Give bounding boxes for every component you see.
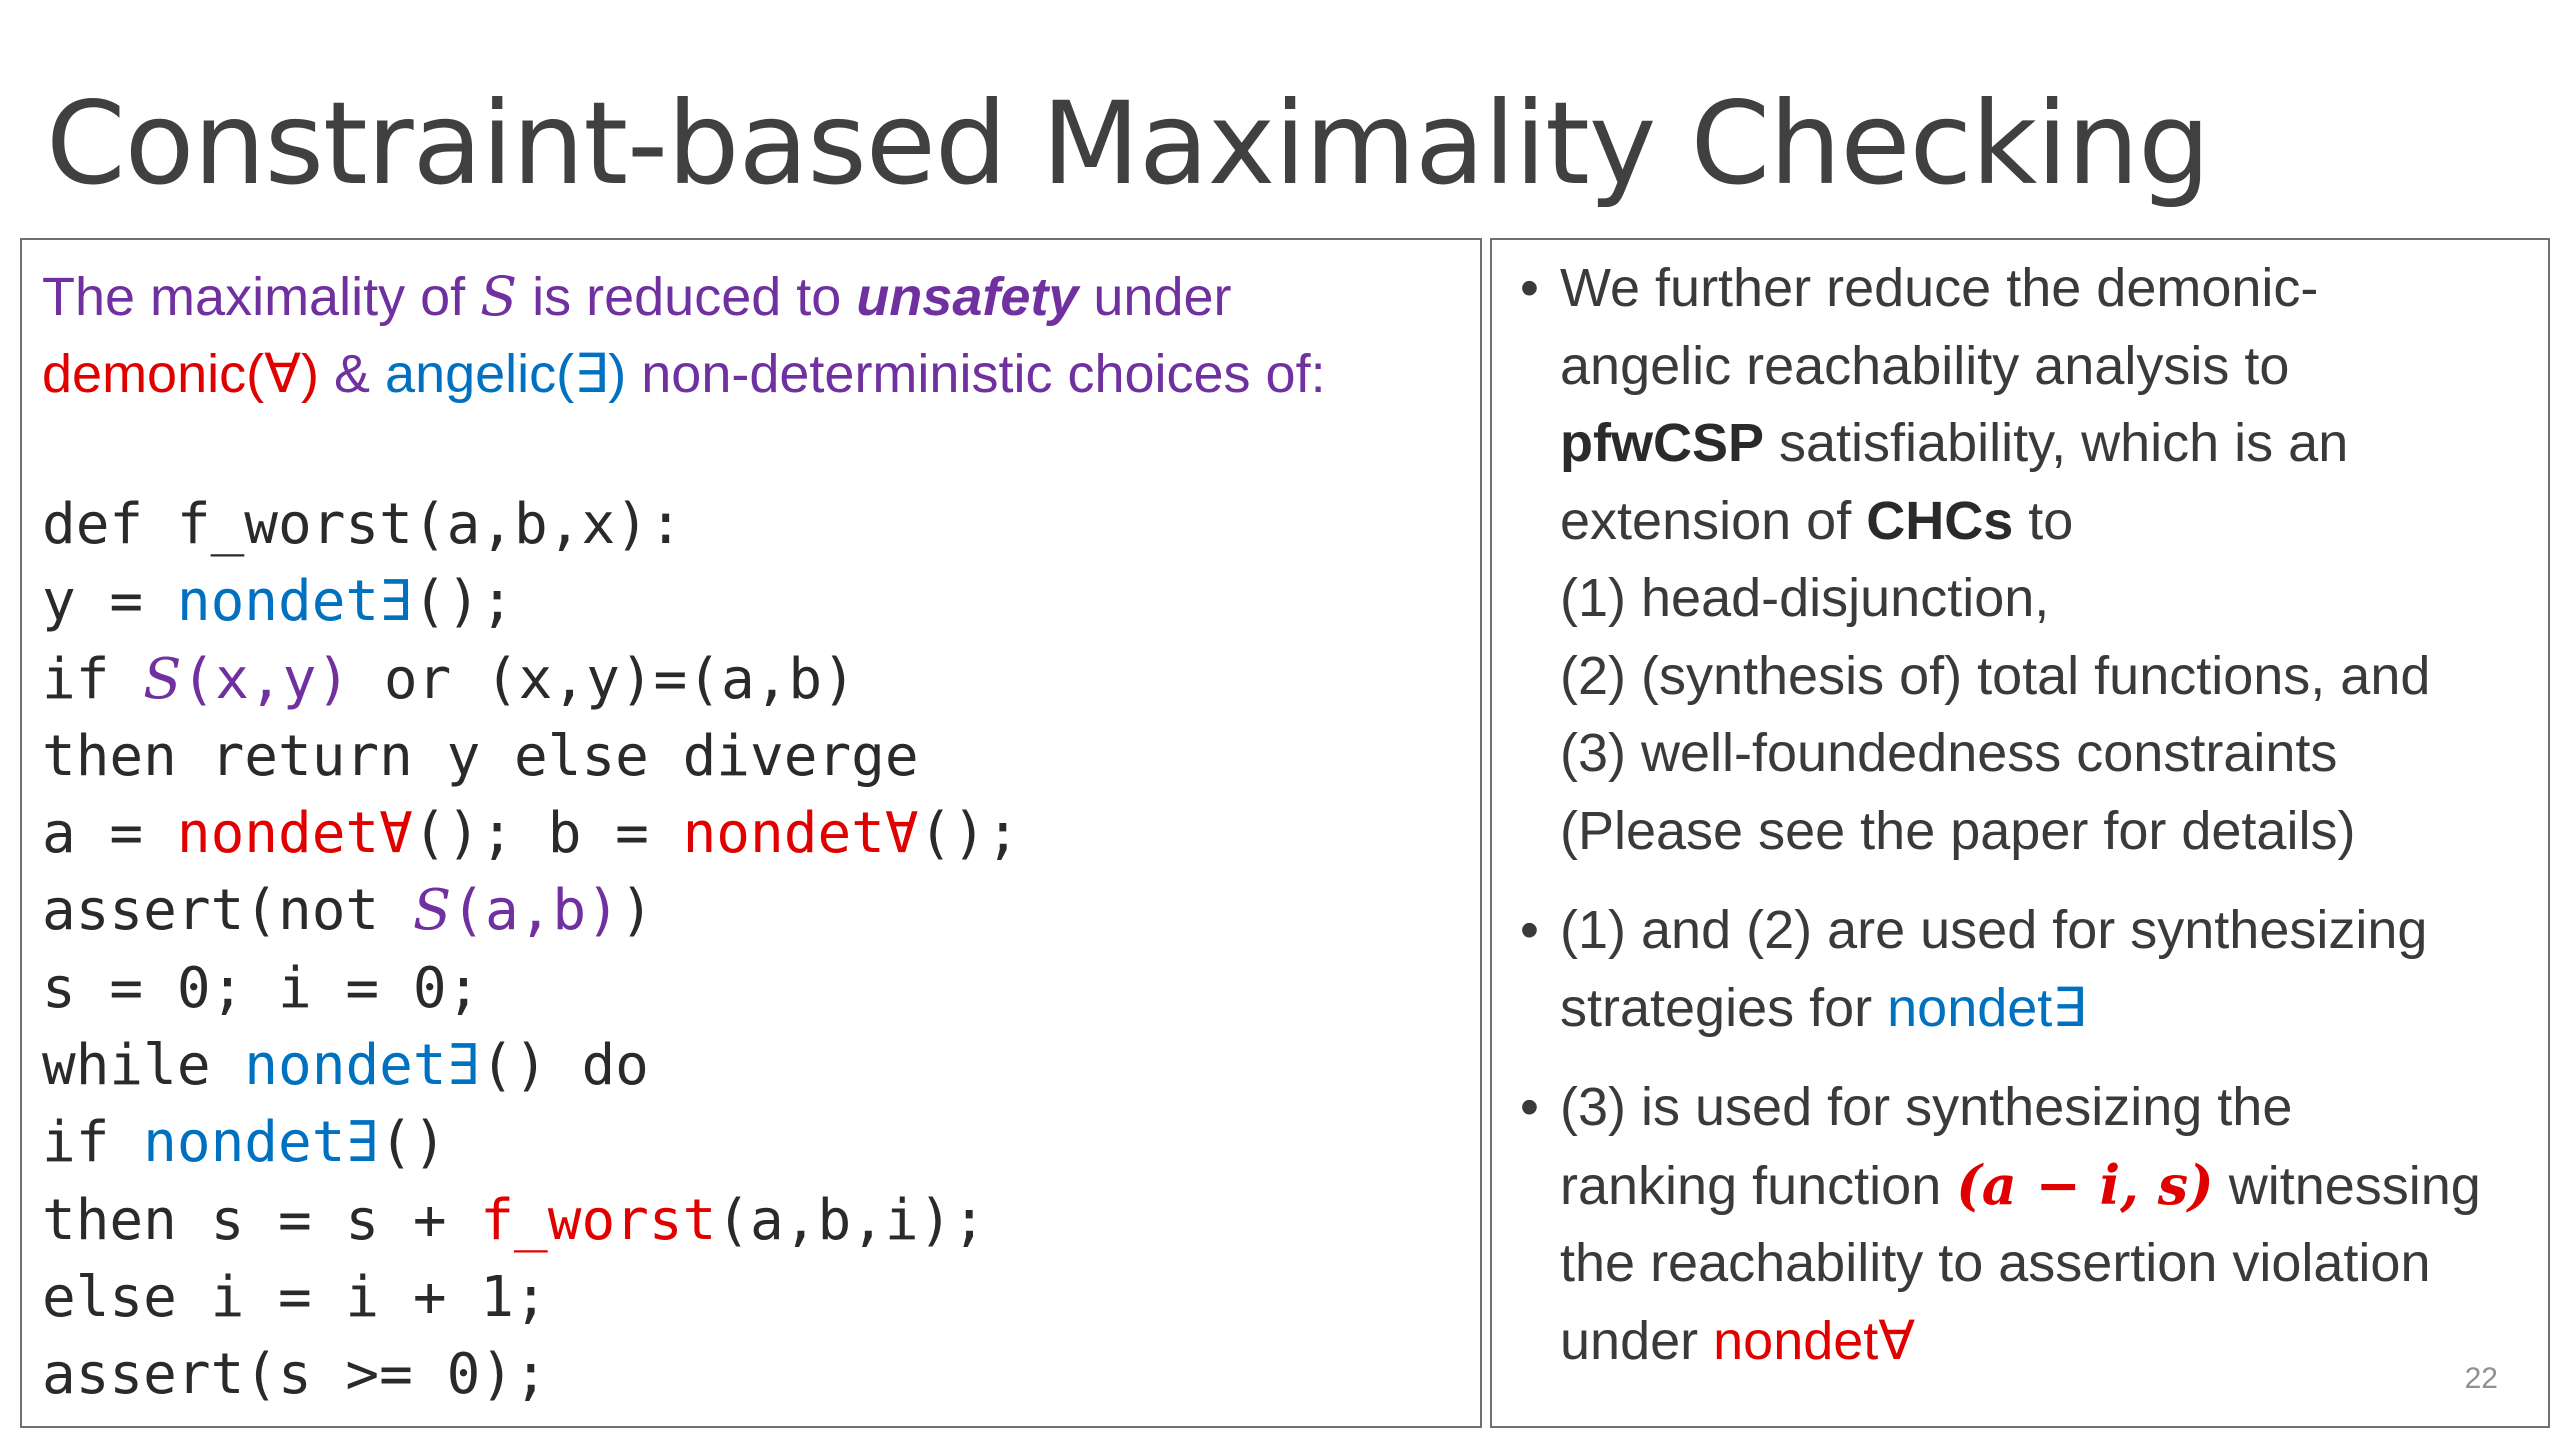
code-text: () [379, 1110, 447, 1176]
bullet-line: (1) and (2) are used for synthesizing [1560, 900, 2428, 960]
code-line-11 [42, 1259, 1020, 1336]
left-panel [20, 238, 1482, 1428]
amp-text: & [319, 344, 386, 404]
bullet-line: angelic reachability analysis to [1560, 335, 2290, 396]
code-text: then return y else diverge [42, 723, 919, 789]
chcs-term: CHCs [1866, 490, 2014, 551]
right-panel [1490, 238, 2550, 1428]
bullet-dot: • [1520, 1077, 1539, 1137]
bullet-item-1 [1520, 250, 2538, 870]
bullet-text-part: witnessing [2213, 1155, 2481, 1216]
code-text: (); [918, 801, 1020, 867]
bullet-text-part: under [1560, 1310, 1714, 1371]
code-text: (a,b,i); [716, 1187, 987, 1253]
bullet-text-part: ranking function [1560, 1155, 1957, 1216]
code-text: assert(not [42, 878, 413, 944]
code-line-7 [42, 950, 1020, 1027]
nondet-exists: nondet∃ [143, 1110, 380, 1176]
nondet-forall: nondet∀ [682, 801, 919, 867]
page-number: 22 [2464, 1362, 2498, 1395]
bullet-line [1560, 483, 2538, 561]
nondet-exists: nondet∃ [1887, 977, 2087, 1038]
code-line-3 [42, 641, 1020, 718]
bullet-text-part: satisfiability, which is an [1764, 413, 2349, 473]
nondet-exists: nondet∃ [176, 569, 413, 635]
code-line-12 [42, 1336, 1020, 1413]
set-s-symbol: S [412, 878, 452, 944]
bullet-line: (2) (synthesis of) total functions, and [1560, 645, 2431, 706]
code-line-5 [42, 795, 1020, 872]
bullet-line [1560, 970, 2538, 1048]
bullet-line: (3) is used for synthesizing the [1560, 1077, 2293, 1137]
code-line-6 [42, 872, 1020, 949]
intro-text-1: The maximality of [42, 267, 481, 327]
code-text: else i = i + 1; [42, 1264, 548, 1330]
code-text: assert(s >= 0); [42, 1342, 548, 1408]
bullet-line: the reachability to assertion violation [1560, 1233, 2431, 1293]
bullet-line: (3) well-foundedness constraints [1560, 723, 2338, 783]
bullet-line [1560, 1303, 2538, 1381]
intro-text-4: non-deterministic choices of: [626, 344, 1326, 404]
code-text: while [42, 1033, 245, 1099]
code-text: a = [42, 801, 177, 867]
demonic-term: demonic(∀) [42, 344, 320, 404]
code-text: if [42, 646, 144, 712]
f-worst-call: f_worst [480, 1187, 717, 1253]
bullet-line [1560, 405, 2538, 483]
bullet-text [1560, 250, 2538, 870]
code-line-10 [42, 1182, 1020, 1259]
pfwcsp-term: pfwCSP [1560, 413, 1765, 473]
code-line-9 [42, 1104, 1020, 1181]
set-s-symbol: S [143, 646, 182, 712]
nondet-exists: nondet∃ [244, 1033, 481, 1099]
code-text: y = [42, 569, 177, 635]
bullet-item-2 [1520, 892, 2538, 1047]
bullet-dot: • [1520, 900, 1539, 960]
bullet-text-part: strategies for [1560, 977, 1888, 1038]
bullet-line: (1) head-disjunction, [1560, 568, 2050, 628]
code-line-8 [42, 1027, 1020, 1104]
code-text: (); [412, 569, 515, 635]
code-text: if [42, 1110, 144, 1176]
bullet-text-part: extension of [1560, 490, 1867, 551]
code-line-4 [42, 718, 1020, 795]
set-s-symbol: S [480, 265, 518, 328]
intro-text-2: is reduced to [517, 267, 857, 327]
code-text: s = 0; i = 0; [42, 955, 481, 1021]
code-text: (); b = [412, 801, 683, 867]
s-args: (x,y) [181, 646, 351, 712]
nondet-forall: nondet∀ [176, 801, 413, 867]
bullet-line: We further reduce the demonic- [1560, 258, 2319, 318]
bullet-text [1560, 1069, 2538, 1380]
ranking-function-math: (a − i, s) [1956, 1152, 2214, 1217]
intro-text-3: under [1078, 267, 1232, 327]
nondet-forall: nondet∀ [1713, 1310, 1916, 1371]
code-text: ) [619, 878, 654, 944]
intro-text [42, 258, 1326, 413]
unsafety-term: unsafety [856, 267, 1079, 327]
intro-line-1 [42, 258, 1326, 336]
angelic-term: angelic(∃) [385, 344, 627, 404]
code-line-1 [42, 486, 1020, 563]
code-text: then s = s + [42, 1187, 481, 1253]
bullet-dot: • [1520, 258, 1539, 318]
bullet-line [1560, 1147, 2538, 1226]
code-text: () do [480, 1033, 649, 1099]
code-block [42, 486, 1020, 1414]
intro-line-2 [42, 336, 1326, 413]
bullet-text-part: to [2013, 490, 2074, 551]
slide-title: Constraint-based Maximality Checking [46, 77, 2210, 210]
bullet-list [1520, 250, 2538, 1402]
bullet-line: (Please see the paper for details) [1560, 800, 2356, 861]
bullet-item-3 [1520, 1069, 2538, 1380]
bullet-text [1560, 892, 2538, 1047]
code-text: or (x,y)=(a,b) [350, 646, 856, 712]
code-text: def f_worst(a,b,x): [42, 492, 683, 557]
code-line-2 [42, 563, 1020, 640]
s-args: (a,b) [451, 878, 620, 944]
